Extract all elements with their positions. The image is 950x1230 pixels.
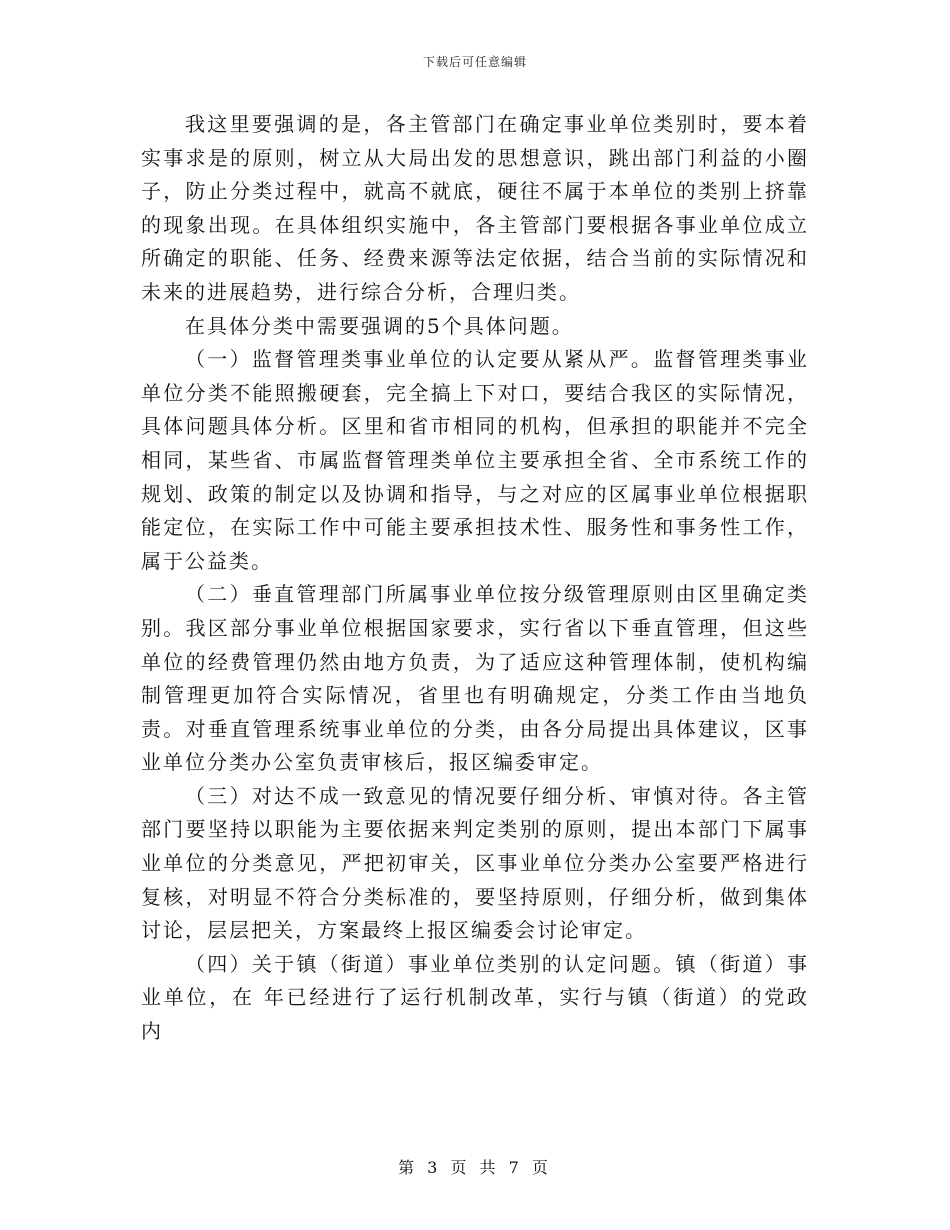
paragraph-issue-4: （四）关于镇（街道）事业单位类别的认定问题。镇（街道）事业单位，在 年已经进行了运行机制改革，实行与镇（街道）的党政内 bbox=[141, 951, 809, 1044]
paragraph-issue-2: （二）垂直管理部门所属事业单位按分级管理原则由区里确定类别。我区部分事业单位根据国家要求，实行省以下垂直管理，但这些单位的经费管理仍然由地方负责，为了适应这种管理体制，使机构编制管理更加符合实际情况，省里也有明确规定，分类工作由当地负责。对垂直管理系统事业单位的分类，由各分局提出具体建议，区事业单位分类办公室负责审核后，报区编委审定。 bbox=[141, 582, 809, 775]
paragraph-issue-1: （一）监督管理类事业单位的认定要从紧从严。监督管理类事业单位分类不能照搬硬套，完全搞上下对口，要结合我区的实际情况，具体问题具体分析。区里和省市相同的机构，但承担的职能并不完全相同，某些省、市属监督管理类单位主要承担全省、全市系统工作的规划、政策的制定以及协调和指导，与之对应的区属事业单位根据职能定位，在实际工作中可能主要承担技术性、服务性和事务性工作，属于公益类。 bbox=[141, 347, 809, 573]
page-header-note: 下载后可任意编辑 bbox=[422, 55, 527, 69]
document-body bbox=[141, 108, 809, 1049]
page-number-footer: 第 3 页 共 7 页 bbox=[398, 1158, 552, 1177]
paragraph-intro: 我这里要强调的是，各主管部门在确定事业单位类别时，要本着实事求是的原则，树立从大局出发的思想意识，跳出部门利益的小圈子，防止分类过程中，就高不就底，硬往不属于本单位的类别上挤靠的现象出现。在具体组织实施中，各主管部门要根据各事业单位成立所确定的职能、任务、经费来源等法定依据，结合当前的实际情况和未来的进展趋势，进行综合分析，合理归类。 bbox=[141, 112, 809, 304]
paragraph-issues-heading: 在具体分类中需要强调的5个具体问题。 bbox=[185, 313, 574, 338]
paragraph-issue-3: （三）对达不成一致意见的情况要仔细分析、审慎对待。各主管部门要坚持以职能为主要依据来判定类别的原则，提出本部门下属事业单位的分类意见，严把初审关，区事业单位分类办公室要严格进行复核，对明显不符合分类标准的，要坚持原则，仔细分析，做到集体讨论，层层把关，方案最终上报区编委会讨论审定。 bbox=[141, 783, 809, 943]
